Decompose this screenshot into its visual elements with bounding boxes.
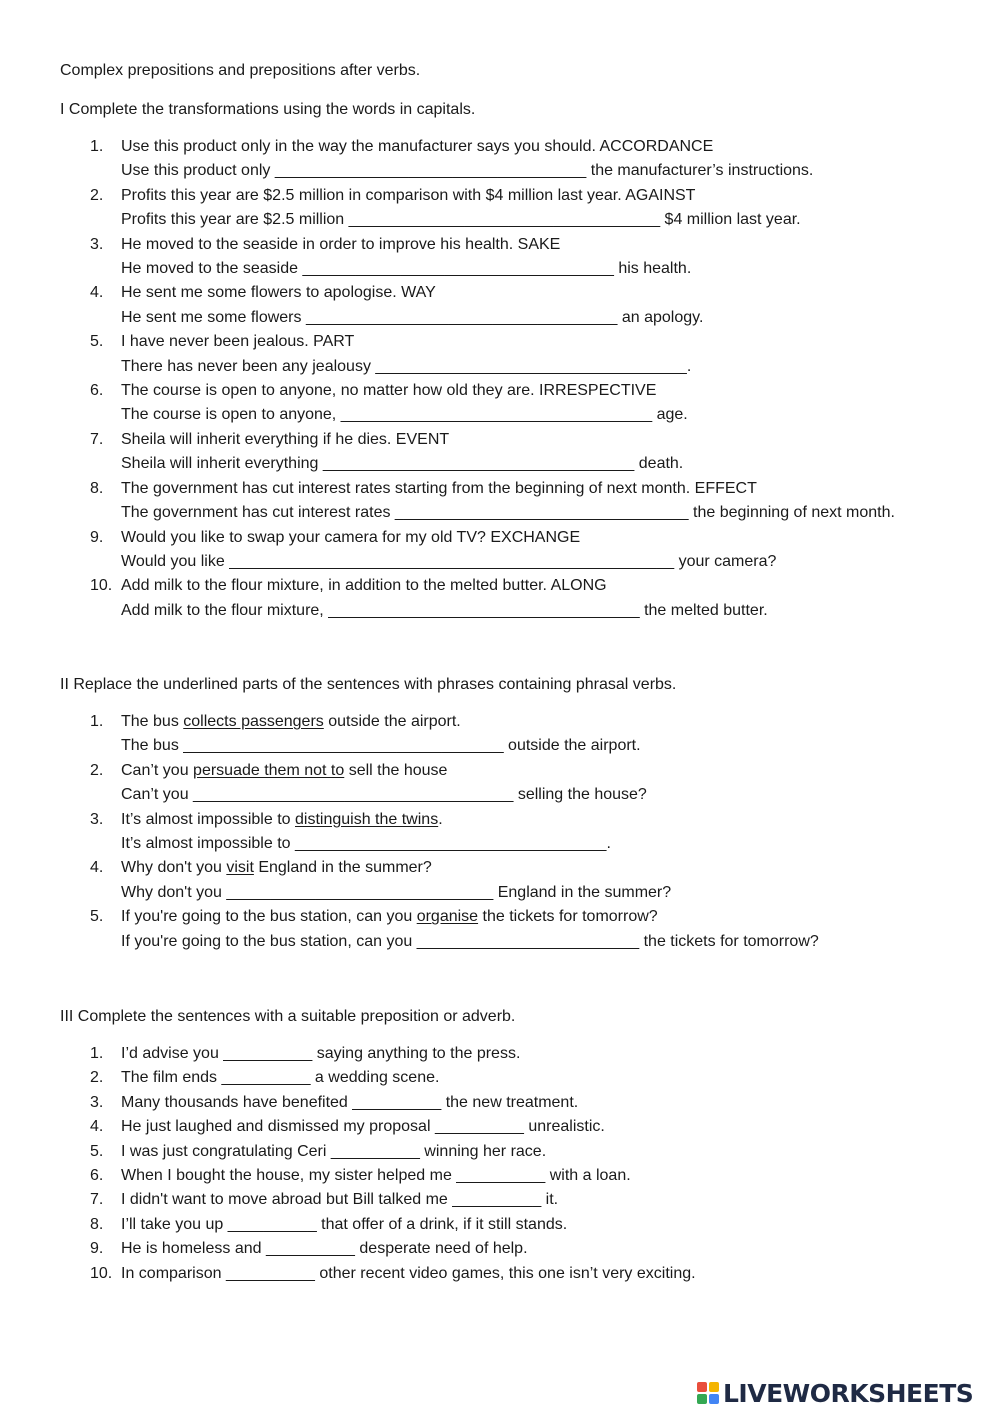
item-sentence [121,856,819,880]
sentence-text: the tickets for tomorrow? [478,908,658,926]
sentence-text: Many thousands have benefited __________ the new treatment. [121,1093,579,1111]
logo-square-blue [709,1394,719,1404]
section-1-heading: I Complete the transformations using the words in capitals. [60,101,476,118]
sentence-text: If you're going to the bus station, can you [121,908,417,926]
item-sentence [121,135,895,159]
sentence-text: It’s almost impossible to ___________________________________. [121,835,611,853]
sentence-text: The bus [121,713,184,730]
liveworksheets-logo-icon [697,1382,719,1404]
item-sentence [121,1237,696,1261]
exercise-item [0,1066,696,1090]
item-sentence [121,477,895,501]
sentence-text: Use this product only ___________________________________ the manufacturer’s instructions. [121,162,814,180]
sentence-text: Can’t you [121,761,194,779]
item-sentence [121,526,895,550]
item-transformation [121,930,819,954]
exercise-item [0,574,895,623]
item-sentence [121,1042,696,1066]
item-transformation [121,783,819,807]
sentence-text: When I bought the house, my sister helped me __________ with a loan. [121,1167,631,1185]
item-transformation [121,550,895,574]
sentence-text: Would you like __________________________________________________ your camera? [121,552,777,570]
sentence-text: The film ends __________ a wedding scene. [121,1069,440,1087]
sentence-text: Sheila will inherit everything ___________________________________ death. [121,455,684,473]
sentence-text: Add milk to the flour mixture, in addition to the melted butter. ALONG [121,577,607,595]
sentence-text: It’s almost impossible to [121,810,295,828]
item-transformation [121,306,895,330]
item-sentence [121,184,895,208]
item-sentence [121,233,895,257]
item-number: 7. [90,430,104,448]
sentence-text: Profits this year are $2.5 million ___________________________________ $4 million last year. [121,211,801,229]
item-sentence [121,1262,696,1286]
item-sentence [121,1066,696,1090]
item-transformation [121,881,819,905]
item-sentence [121,574,895,598]
sentence-text: Why don't you [121,859,227,877]
item-sentence [121,281,895,305]
item-number: 8. [90,1215,104,1233]
item-transformation [121,257,895,281]
exercise-item [0,905,819,954]
item-transformation [121,208,895,232]
item-number: 1. [90,713,104,730]
sentence-text: outside the airport. [323,713,461,730]
sentence-text: Would you like to swap your camera for my old TV? EXCHANGE [121,528,581,546]
exercise-item [0,135,895,184]
sentence-text: Use this product only in the way the manufacturer says you should. ACCORDANCE [121,138,714,155]
logo-square-red [697,1382,707,1392]
item-number: 8. [90,479,104,497]
exercise-item [0,477,895,526]
exercise-item [0,379,895,428]
sentence-text: He moved to the seaside ___________________________________ his health. [121,260,692,278]
item-number: 4. [90,284,104,302]
exercise-item [0,1164,696,1188]
sentence-text: Can’t you ____________________________________ selling the house? [121,786,647,804]
item-sentence [121,1213,696,1237]
exercise-item [0,1213,696,1237]
exercise-item [0,710,819,759]
sentence-text: I’ll take you up __________ that offer of a drink, if it still stands. [121,1215,568,1233]
sentence-text: . [438,810,443,828]
item-transformation [121,734,819,758]
exercise-item [0,1042,696,1066]
sentence-text: The course is open to anyone, ___________________________________ age. [121,406,688,424]
section-3-heading: III Complete the sentences with a suitable preposition or adverb. [60,1008,516,1025]
sentence-text: I’d advise you __________ saying anything to the press. [121,1045,521,1062]
item-number: 3. [90,810,104,828]
underlined-phrase: organise [416,908,479,926]
exercise-item [0,184,895,233]
logo-square-green [697,1394,707,1404]
item-sentence [121,330,895,354]
sentence-text: Add milk to the flour mixture, ___________________________________ the melted butter. [121,601,768,619]
item-number: 1. [90,138,104,155]
sentence-text: He just laughed and dismissed my proposal __________ unrealistic. [121,1118,605,1136]
item-sentence [121,379,895,403]
item-sentence [121,1091,696,1115]
item-number: 2. [90,186,104,204]
worksheet-title: Complex prepositions and prepositions after verbs. [60,62,421,79]
item-transformation [121,599,895,623]
sentence-text: I was just congratulating Ceri __________ winning her race. [121,1142,547,1160]
sentence-text: I didn't want to move abroad but Bill talked me __________ it. [121,1191,559,1209]
sentence-text: He sent me some flowers ___________________________________ an apology. [121,308,704,326]
exercise-item [0,526,895,575]
item-number: 2. [90,761,104,779]
item-transformation [121,159,895,183]
item-sentence [121,1115,696,1139]
item-number: 9. [90,1240,104,1258]
logo-square-yellow [709,1382,719,1392]
item-sentence [121,1188,696,1212]
exercise-item [0,1140,696,1164]
item-sentence [121,1164,696,1188]
underlined-phrase: distinguish the twins [295,810,439,828]
exercise-item [0,233,895,282]
sentence-text: Profits this year are $2.5 million in comparison with $4 million last year. AGAINST [121,186,696,204]
item-transformation [121,832,819,856]
item-number: 3. [90,235,104,253]
underlined-phrase: collects passengers [183,713,324,730]
exercise-item [0,1115,696,1139]
sentence-text: I have never been jealous. PART [121,333,355,351]
item-number: 5. [90,908,104,926]
sentence-text: The course is open to anyone, no matter how old they are. IRRESPECTIVE [121,382,657,400]
liveworksheets-logo[interactable] [697,1378,995,1408]
sentence-text: In comparison __________ other recent video games, this one isn’t very exciting. [121,1264,696,1282]
exercise-item [0,1188,696,1212]
liveworksheets-logo-text: LIVEWORKSHEETS [723,1378,974,1408]
sentence-text: The government has cut interest rates _________________________________ the beginning of next month. [121,504,895,522]
sentence-text: Sheila will inherit everything if he dies. EVENT [121,430,450,448]
sentence-text: If you're going to the bus station, can you _________________________ the tickets for tomorrow? [121,932,819,950]
sentence-text: He is homeless and __________ desperate need of help. [121,1240,528,1258]
item-number: 5. [90,1142,104,1160]
item-number: 6. [90,382,104,400]
exercise-item [0,808,819,857]
item-sentence [121,428,895,452]
sentence-text: England in the summer? [253,859,432,877]
exercise-item [0,1262,696,1286]
item-transformation [121,355,895,379]
section-2-heading: II Replace the underlined parts of the sentences with phrases containing phrasal verbs. [60,676,677,693]
sentence-text: The bus ____________________________________ outside the airport. [121,737,641,755]
item-number: 4. [90,859,104,877]
item-sentence [121,808,819,832]
exercise-item [0,759,819,808]
item-transformation [121,403,895,427]
item-transformation [121,501,895,525]
item-transformation [121,452,895,476]
item-sentence [121,1140,696,1164]
item-number: 1. [90,1045,104,1062]
sentence-text: He sent me some flowers to apologise. WAY [121,284,436,302]
item-sentence [121,710,819,734]
underlined-phrase: visit [226,859,254,877]
exercise-item [0,330,895,379]
item-sentence [121,759,819,783]
item-number: 4. [90,1118,104,1136]
exercise-item [0,1237,696,1261]
item-number: 9. [90,528,104,546]
item-number: 3. [90,1093,104,1111]
sentence-text: There has never been any jealousy ___________________________________. [121,357,692,375]
sentence-text: sell the house [344,761,448,779]
item-number: 10. [90,1264,113,1282]
exercise-item [0,281,895,330]
item-sentence [121,905,819,929]
section-2-list [0,710,819,954]
item-number: 7. [90,1191,104,1209]
underlined-phrase: persuade them not to [193,761,345,779]
exercise-item [0,856,819,905]
item-number: 10. [90,577,113,595]
item-number: 5. [90,333,104,351]
section-3-list [0,1042,696,1286]
sentence-text: The government has cut interest rates starting from the beginning of next month. EFFECT [121,479,757,497]
item-number: 6. [90,1167,104,1185]
exercise-item [0,428,895,477]
exercise-item [0,1091,696,1115]
item-number: 2. [90,1069,104,1087]
sentence-text: He moved to the seaside in order to improve his health. SAKE [121,235,561,253]
section-1-list [0,135,895,623]
sentence-text: Why don't you ______________________________ England in the summer? [121,883,672,901]
